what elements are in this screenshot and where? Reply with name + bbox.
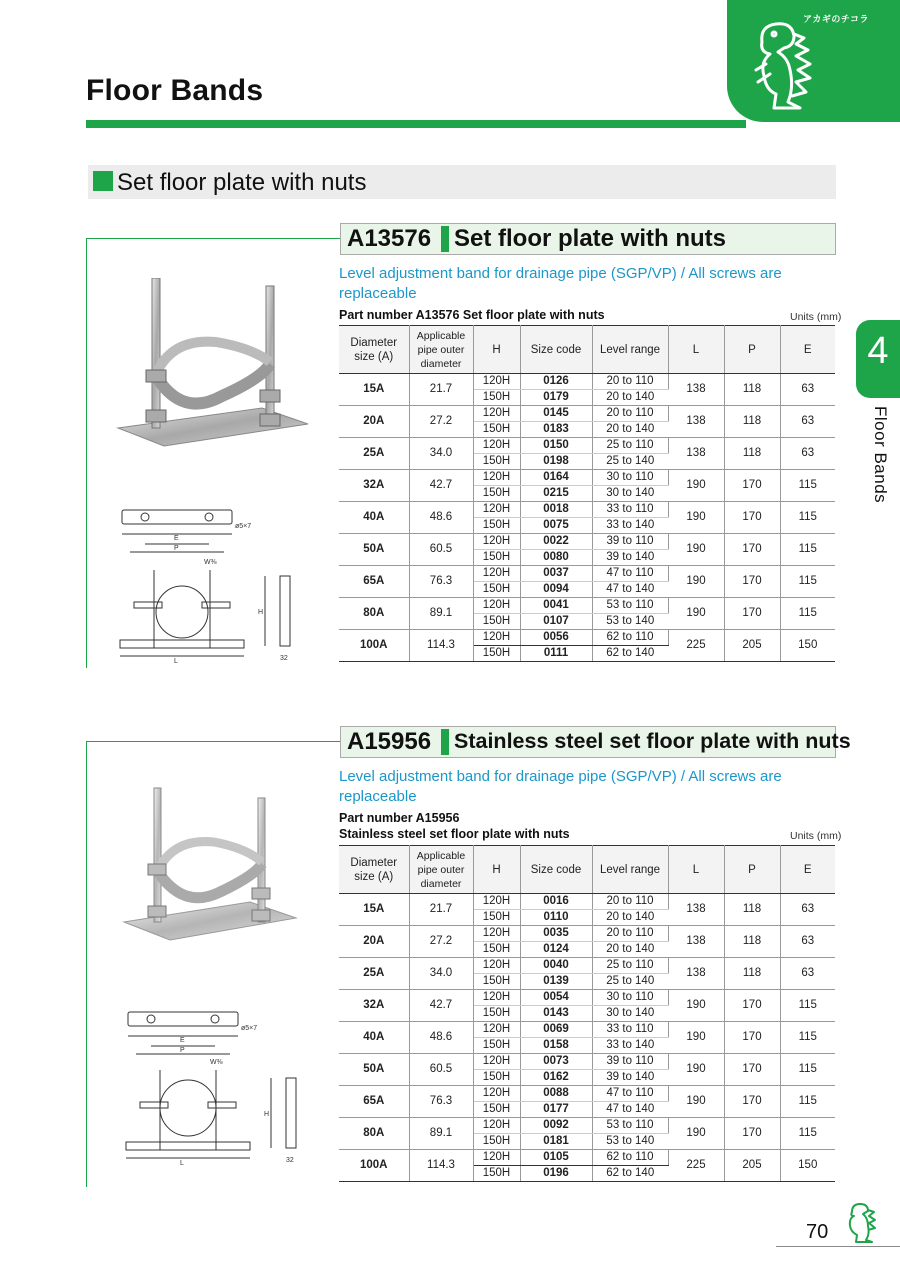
table-row [339,1022,835,1038]
cell-l: 138 [668,438,724,470]
cell-level-range: 62 to 140 [592,1166,668,1182]
cell-level-range: 30 to 140 [592,1006,668,1022]
cell-l: 190 [668,470,724,502]
cell-outer-diameter: 89.1 [409,598,473,630]
cell-e: 150 [780,1150,835,1182]
cell-h: 150H [473,1070,520,1086]
cell-outer-diameter: 27.2 [409,926,473,958]
cell-size-code: 0037 [520,566,592,582]
cell-size-code: 0124 [520,942,592,958]
table-row [339,630,835,646]
header-p: P [724,326,780,374]
cell-diameter: 80A [339,598,409,630]
table-row [339,502,835,518]
cell-diameter: 20A [339,926,409,958]
cell-diameter: 25A [339,958,409,990]
cell-p: 170 [724,470,780,502]
cell-h: 150H [473,1038,520,1054]
cell-h: 120H [473,502,520,518]
cell-e: 150 [780,630,835,662]
cell-h: 120H [473,1150,520,1166]
table-row [339,958,835,974]
table-row [339,534,835,550]
product-photo-a13576 [112,278,312,448]
dim-l-label: L [174,658,178,665]
cell-outer-diameter: 60.5 [409,1054,473,1086]
chapter-label: Floor Bands [871,406,890,504]
header-outer-diameter: Applicable pipe outer diameter [409,846,473,894]
cell-level-range: 53 to 140 [592,1134,668,1150]
cell-level-range: 30 to 110 [592,990,668,1006]
cell-l: 138 [668,958,724,990]
cell-size-code: 0164 [520,470,592,486]
cell-h: 120H [473,990,520,1006]
cell-level-range: 39 to 140 [592,1070,668,1086]
cell-outer-diameter: 21.7 [409,374,473,406]
cell-level-range: 47 to 110 [592,566,668,582]
product-frame-top [86,741,342,742]
cell-outer-diameter: 48.6 [409,502,473,534]
cell-l: 190 [668,990,724,1022]
cell-e: 115 [780,470,835,502]
header-diameter: Diameter size (A) [339,846,409,894]
cell-size-code: 0041 [520,598,592,614]
cell-size-code: 0016 [520,894,592,910]
table-row [339,406,835,422]
dim-p-label: P [174,545,179,552]
cell-size-code: 0080 [520,550,592,566]
dimension-drawing-a15956 [116,1002,312,1170]
cell-e: 115 [780,1022,835,1054]
units-label: Units (mm) [790,830,842,842]
cell-size-code: 0056 [520,630,592,646]
cell-size-code: 0177 [520,1102,592,1118]
cell-e: 63 [780,894,835,926]
cell-level-range: 33 to 110 [592,1022,668,1038]
product-frame-left [86,238,87,668]
title-divider [441,729,449,755]
page-title: Floor Bands [86,74,264,107]
cell-level-range: 30 to 140 [592,486,668,502]
cell-level-range: 39 to 110 [592,534,668,550]
mascot-small-icon [844,1200,878,1244]
cell-h: 150H [473,1134,520,1150]
dim-hole-label: ø5×7 [241,1025,258,1032]
cell-l: 138 [668,374,724,406]
spec-table-body [339,374,835,662]
cell-diameter: 50A [339,534,409,566]
product-title-bar [340,726,851,758]
cell-l: 190 [668,598,724,630]
cell-diameter: 40A [339,1022,409,1054]
cell-p: 205 [724,1150,780,1182]
table-row [339,1054,835,1070]
cell-h: 150H [473,1102,520,1118]
product-frame-left [86,741,87,1187]
cell-diameter: 25A [339,438,409,470]
cell-diameter: 40A [339,502,409,534]
cell-diameter: 65A [339,1086,409,1118]
dim-w-label: W⅜ [204,559,217,566]
cell-size-code: 0179 [520,390,592,406]
cell-size-code: 0075 [520,518,592,534]
cell-diameter: 15A [339,374,409,406]
cell-size-code: 0022 [520,534,592,550]
corner-logo-text: アカギのチコラ [803,14,870,24]
header-size-code: Size code [520,326,592,374]
cell-level-range: 25 to 110 [592,958,668,974]
dim-hole-label: ø5×7 [235,523,252,530]
table-row [339,566,835,582]
cell-l: 190 [668,1022,724,1054]
cell-level-range: 39 to 110 [592,1054,668,1070]
cell-e: 63 [780,406,835,438]
cell-size-code: 0035 [520,926,592,942]
spec-table-a15956 [339,845,835,1182]
cell-e: 115 [780,502,835,534]
cell-h: 120H [473,374,520,390]
cell-p: 118 [724,406,780,438]
cell-outer-diameter: 114.3 [409,1150,473,1182]
cell-level-range: 47 to 140 [592,1102,668,1118]
header-level-range: Level range [592,326,668,374]
cell-p: 170 [724,1118,780,1150]
cell-l: 190 [668,566,724,598]
cell-h: 120H [473,1022,520,1038]
cell-l: 190 [668,1118,724,1150]
cell-level-range: 20 to 140 [592,422,668,438]
header-outer-diameter: Applicable pipe outer diameter [409,326,473,374]
footer-rule [776,1246,900,1247]
cell-h: 150H [473,942,520,958]
cell-level-range: 20 to 140 [592,910,668,926]
cell-size-code: 0088 [520,1086,592,1102]
table-row [339,470,835,486]
cell-l: 190 [668,534,724,566]
cell-size-code: 0145 [520,406,592,422]
product-frame-top [86,238,342,239]
part-number-line: Part number A13576 Set floor plate with nuts [339,308,605,322]
cell-size-code: 0040 [520,958,592,974]
cell-p: 118 [724,438,780,470]
dim-32-label: 32 [286,1157,294,1164]
cell-diameter: 32A [339,990,409,1022]
cell-level-range: 33 to 110 [592,502,668,518]
header-l: L [668,326,724,374]
cell-l: 138 [668,926,724,958]
cell-size-code: 0126 [520,374,592,390]
cell-level-range: 30 to 110 [592,470,668,486]
product-number: A15956 [347,728,432,755]
cell-h: 120H [473,1054,520,1070]
table-row [339,990,835,1006]
header-e: E [780,326,835,374]
cell-outer-diameter: 76.3 [409,566,473,598]
cell-p: 205 [724,630,780,662]
cell-h: 120H [473,1118,520,1134]
header-l: L [668,846,724,894]
cell-h: 150H [473,422,520,438]
section-title: Set floor plate with nuts [117,169,367,196]
product-description: Level adjustment band for drainage pipe (SGP/VP) / All screws are replaceable [339,265,782,302]
cell-p: 170 [724,1054,780,1086]
cell-h: 120H [473,598,520,614]
cell-h: 120H [473,958,520,974]
cell-size-code: 0111 [520,646,592,662]
cell-diameter: 65A [339,566,409,598]
cell-h: 150H [473,974,520,990]
cell-size-code: 0069 [520,1022,592,1038]
dim-h-label: H [258,609,264,616]
cell-p: 170 [724,1086,780,1118]
cell-h: 120H [473,894,520,910]
dim-e-label: E [180,1037,185,1044]
header-level-range: Level range [592,846,668,894]
header-rule [86,120,746,128]
page-number: 70 [806,1221,829,1243]
cell-h: 120H [473,566,520,582]
cell-h: 120H [473,630,520,646]
cell-level-range: 62 to 140 [592,646,668,662]
cell-outer-diameter: 114.3 [409,630,473,662]
cell-e: 115 [780,534,835,566]
cell-e: 115 [780,990,835,1022]
cell-size-code: 0196 [520,1166,592,1182]
table-row [339,1150,835,1166]
section-marker [93,171,113,191]
cell-level-range: 53 to 140 [592,614,668,630]
table-row [339,1118,835,1134]
cell-l: 225 [668,1150,724,1182]
table-row [339,894,835,910]
cell-outer-diameter: 27.2 [409,406,473,438]
cell-size-code: 0105 [520,1150,592,1166]
chapter-number: 4 [867,330,889,372]
cell-h: 120H [473,470,520,486]
cell-diameter: 32A [339,470,409,502]
cell-outer-diameter: 34.0 [409,958,473,990]
table-row [339,1086,835,1102]
cell-size-code: 0018 [520,502,592,518]
cell-h: 120H [473,534,520,550]
cell-e: 115 [780,1118,835,1150]
cell-e: 63 [780,958,835,990]
cell-level-range: 39 to 140 [592,550,668,566]
cell-size-code: 0162 [520,1070,592,1086]
cell-size-code: 0107 [520,614,592,630]
cell-diameter: 50A [339,1054,409,1086]
product-description: Level adjustment band for drainage pipe (SGP/VP) / All screws are replaceable [339,768,782,805]
cell-p: 170 [724,598,780,630]
header-p: P [724,846,780,894]
cell-diameter: 80A [339,1118,409,1150]
cell-p: 170 [724,1022,780,1054]
cell-h: 150H [473,486,520,502]
cell-h: 150H [473,454,520,470]
table-row [339,598,835,614]
cell-outer-diameter: 42.7 [409,470,473,502]
cell-level-range: 62 to 110 [592,630,668,646]
cell-h: 150H [473,582,520,598]
dimension-drawing-a13576 [110,500,310,668]
cell-level-range: 25 to 140 [592,454,668,470]
product-number: A13576 [347,225,432,252]
part-number-line: Part number A15956 [339,811,460,825]
cell-h: 120H [473,1086,520,1102]
cell-h: 150H [473,1006,520,1022]
cell-size-code: 0215 [520,486,592,502]
product-name: Set floor plate with nuts [454,225,727,252]
cell-p: 170 [724,990,780,1022]
cell-size-code: 0150 [520,438,592,454]
dim-l-label: L [180,1160,184,1167]
cell-p: 170 [724,534,780,566]
dim-h-label: H [264,1111,270,1118]
cell-level-range: 47 to 110 [592,1086,668,1102]
table-row [339,926,835,942]
dim-w-label: W⅜ [210,1059,223,1066]
cell-level-range: 33 to 140 [592,1038,668,1054]
cell-l: 190 [668,502,724,534]
cell-outer-diameter: 89.1 [409,1118,473,1150]
cell-h: 150H [473,646,520,662]
cell-size-code: 0183 [520,422,592,438]
dim-e-label: E [174,535,179,542]
cell-size-code: 0094 [520,582,592,598]
cell-outer-diameter: 60.5 [409,534,473,566]
cell-h: 120H [473,926,520,942]
cell-e: 115 [780,1086,835,1118]
cell-level-range: 25 to 140 [592,974,668,990]
table-row [339,374,835,390]
cell-p: 118 [724,894,780,926]
cell-p: 170 [724,566,780,598]
cell-diameter: 100A [339,630,409,662]
cell-outer-diameter: 48.6 [409,1022,473,1054]
cell-level-range: 33 to 140 [592,518,668,534]
cell-l: 190 [668,1086,724,1118]
cell-e: 115 [780,1054,835,1086]
cell-diameter: 100A [339,1150,409,1182]
cell-level-range: 20 to 140 [592,390,668,406]
cell-size-code: 0092 [520,1118,592,1134]
cell-level-range: 25 to 110 [592,438,668,454]
cell-size-code: 0073 [520,1054,592,1070]
cell-size-code: 0143 [520,1006,592,1022]
cell-level-range: 53 to 110 [592,598,668,614]
cell-outer-diameter: 34.0 [409,438,473,470]
cell-size-code: 0054 [520,990,592,1006]
cell-h: 150H [473,1166,520,1182]
cell-h: 150H [473,910,520,926]
cell-p: 118 [724,958,780,990]
units-label: Units (mm) [790,311,842,323]
title-divider [441,226,449,252]
cell-p: 118 [724,926,780,958]
cell-outer-diameter: 42.7 [409,990,473,1022]
cell-h: 120H [473,438,520,454]
cell-l: 190 [668,1054,724,1086]
cell-size-code: 0139 [520,974,592,990]
cell-level-range: 20 to 110 [592,894,668,910]
mascot-dinosaur-icon [748,12,818,114]
cell-size-code: 0110 [520,910,592,926]
cell-outer-diameter: 21.7 [409,894,473,926]
cell-e: 115 [780,598,835,630]
cell-level-range: 53 to 110 [592,1118,668,1134]
cell-l: 138 [668,406,724,438]
cell-h: 150H [473,518,520,534]
spec-table-body [339,894,835,1182]
product-photo-a15956 [120,784,300,944]
cell-h: 150H [473,614,520,630]
header-e: E [780,846,835,894]
part-name-line: Stainless steel set floor plate with nuts [339,827,570,841]
cell-outer-diameter: 76.3 [409,1086,473,1118]
cell-h: 150H [473,550,520,566]
cell-diameter: 15A [339,894,409,926]
header-h: H [473,846,520,894]
cell-level-range: 20 to 110 [592,374,668,390]
cell-size-code: 0198 [520,454,592,470]
cell-level-range: 47 to 140 [592,582,668,598]
cell-level-range: 20 to 110 [592,406,668,422]
cell-level-range: 20 to 140 [592,942,668,958]
dim-p-label: P [180,1047,185,1054]
product-title-bar [340,223,836,255]
header-h: H [473,326,520,374]
cell-l: 225 [668,630,724,662]
cell-h: 150H [473,390,520,406]
cell-e: 63 [780,438,835,470]
header-size-code: Size code [520,846,592,894]
cell-e: 63 [780,926,835,958]
cell-size-code: 0158 [520,1038,592,1054]
cell-level-range: 62 to 110 [592,1150,668,1166]
cell-h: 120H [473,406,520,422]
cell-p: 170 [724,502,780,534]
cell-level-range: 20 to 110 [592,926,668,942]
spec-table-a13576 [339,325,835,662]
cell-diameter: 20A [339,406,409,438]
dim-32-label: 32 [280,655,288,662]
cell-size-code: 0181 [520,1134,592,1150]
product-name: Stainless steel set floor plate with nuts [454,729,851,753]
cell-l: 138 [668,894,724,926]
cell-p: 118 [724,374,780,406]
cell-e: 63 [780,374,835,406]
cell-e: 115 [780,566,835,598]
table-row [339,438,835,454]
header-diameter: Diameter size (A) [339,326,409,374]
